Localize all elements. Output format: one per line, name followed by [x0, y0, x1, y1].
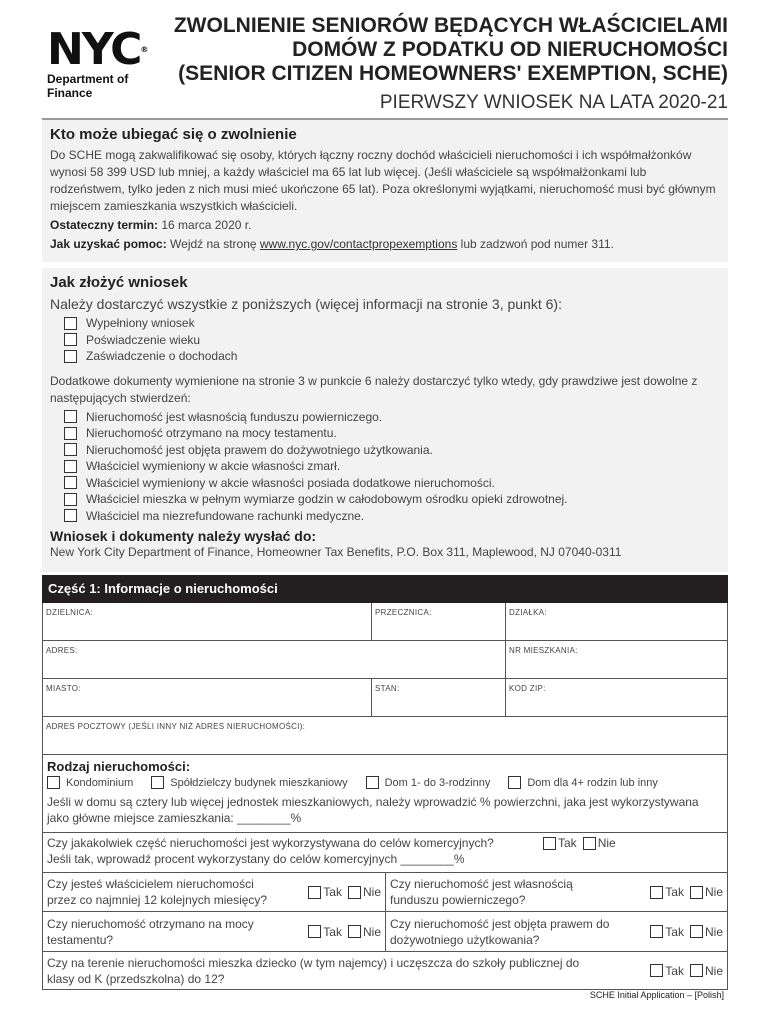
list-item	[64, 348, 720, 365]
checkbox[interactable]	[583, 837, 596, 850]
list-item	[64, 508, 720, 525]
checkbox[interactable]	[650, 886, 663, 899]
help-label: Jak uzyskać pomoc:	[50, 237, 167, 251]
list-item-label: Nieruchomość otrzymano na mocy testamentu.	[86, 426, 337, 440]
list-item-label: Właściciel wymieniony w akcie własności zmarł.	[86, 459, 341, 473]
no-label: Nie	[362, 885, 381, 899]
list-item-label: Zaświadczenie o dochodach	[86, 349, 238, 363]
property-type-heading: Rodzaj nieruchomości:	[47, 759, 191, 774]
option-1-3-family[interactable]	[366, 776, 491, 789]
eligibility-heading: Kto może ubiegać się o zwolnienie	[50, 126, 297, 143]
checkbox[interactable]	[151, 776, 164, 789]
checkbox[interactable]	[64, 350, 77, 363]
no-option[interactable]	[690, 924, 723, 940]
mailing-address-field[interactable]: ADRES POCZTOWY (JEŚLI INNY NIŻ ADRES NIERUCHOMOŚCI):	[46, 722, 306, 731]
yes-option[interactable]	[650, 963, 684, 979]
extra-docs-list	[64, 409, 720, 525]
list-item-label: Nieruchomość jest własnością funduszu powierniczego.	[86, 409, 383, 424]
list-item	[64, 491, 720, 508]
commercial-question: Czy jakakolwiek część nieruchomości jest wykorzystywana do celów komercyjnych?	[47, 836, 494, 850]
list-item	[64, 425, 720, 442]
checkbox[interactable]	[64, 493, 77, 506]
yes-option[interactable]	[543, 835, 577, 851]
questions-section	[42, 831, 728, 990]
deadline-label: Ostateczny termin:	[50, 218, 159, 232]
part1-heading: Część 1: Informacje o nieruchomości	[42, 575, 728, 603]
no-option[interactable]	[690, 963, 723, 979]
checkbox[interactable]	[366, 776, 379, 789]
list-item-label: Właściciel wymieniony w akcie własności posiada dodatkowe nieruchomości.	[86, 475, 495, 490]
list-item	[64, 442, 720, 459]
no-option[interactable]	[348, 924, 381, 940]
address-field[interactable]: ADRES:	[43, 641, 506, 678]
checkbox[interactable]	[64, 509, 77, 522]
block-field[interactable]: PRZECZNICA:	[372, 603, 506, 640]
logo-mark: NYC	[47, 24, 141, 75]
city-field[interactable]: MIASTO:	[43, 679, 372, 716]
option-condo[interactable]	[47, 776, 133, 789]
checkbox[interactable]	[64, 443, 77, 456]
how-lead: Należy dostarczyć wszystkie z poniższych (więcej informacji na stronie 3, punkt 6):	[50, 296, 562, 312]
deadline-value: 16 marca 2020 r.	[158, 218, 252, 232]
form-title	[174, 14, 728, 116]
property-type-section	[42, 755, 728, 833]
eligibility-panel	[42, 118, 728, 262]
eligibility-body: Do SCHE mogą zakwalifikować się osoby, których łączny roczny dochód właścicieli nieruchomości i ich współmałżonków wynosi 58 399 USD lub mniej, a każdy właściciel ma 65 lat lub więcej. (Jeśli właściciele są współmałżonkami lub rodzeństwem, tylko jeden z nich musi mieć ukończone 65 lat). Poza określonymi wyjątkami, nieruchomość musi być głównym miejscem zamieszkania wszystkich właścicieli.	[50, 148, 716, 213]
borough-field[interactable]: DZIELNICA:	[43, 603, 372, 640]
option-coop[interactable]	[151, 776, 347, 789]
checkbox[interactable]	[308, 925, 321, 938]
life-estate-question: Czy nieruchomość jest objęta prawem do dożywotniego użytkowania?	[390, 916, 610, 947]
option-label: Dom 1- do 3-rodzinny	[384, 776, 491, 789]
option-label: Dom dla 4+ rodzin lub inny	[527, 776, 658, 789]
primary-residence-note: Jeśli w domu są cztery lub więcej jednostek mieszkaniowych, należy wprowadzić % powierzchni, jaka jest wykorzystywana jako główne miejsce zamieszkania: ________%	[43, 791, 727, 833]
will-question: Czy nieruchomość otrzymano na mocy testamentu?	[47, 916, 254, 947]
title-line-1: ZWOLNIENIE SENIORÓW BĘDĄCYCH WŁAŚCICIELAMI	[173, 14, 728, 37]
trust-question: Czy nieruchomość jest własnością funduszu powierniczego?	[390, 877, 573, 907]
nyc-dof-logo	[47, 24, 172, 100]
yes-option[interactable]	[650, 884, 684, 900]
commercial-pct-question: Jeśli tak, wprowadź procent wykorzystany do celów komercyjnych ________%	[47, 852, 465, 866]
checkbox[interactable]	[64, 317, 77, 330]
header	[0, 0, 770, 118]
checkbox[interactable]	[543, 837, 556, 850]
yes-label: Tak	[323, 924, 342, 939]
yes-label: Tak	[665, 924, 684, 939]
extra-docs-intro: Dodatkowe dokumenty wymienione na stronie 3 w punkcie 6 należy dostarczyć tylko wtedy, gdy prawdziwe jest dowolne z następujących stwierdzeń:	[50, 373, 698, 405]
send-heading: Wniosek i dokumenty należy wysłać do:	[50, 528, 317, 544]
help-pre: Wejdź na stronę	[166, 237, 260, 251]
no-label: Nie	[704, 924, 723, 939]
yes-option[interactable]	[308, 924, 342, 940]
checkbox[interactable]	[64, 410, 77, 423]
form-subtitle: PIERWSZY WNIOSEK NA LATA 2020-21	[379, 92, 728, 113]
checkbox[interactable]	[64, 460, 77, 473]
required-docs-list	[64, 315, 720, 365]
checkbox[interactable]	[348, 925, 361, 938]
list-item	[64, 475, 720, 492]
option-label: Kondominium	[66, 776, 134, 789]
list-item-label: Wypełniony wniosek	[86, 316, 195, 330]
checkbox[interactable]	[650, 964, 663, 977]
logo-registered: ®	[140, 45, 149, 54]
checkbox[interactable]	[690, 886, 703, 899]
footer-form-id: SCHE Initial Application – [Polish]	[589, 990, 724, 1000]
yes-option[interactable]	[650, 924, 684, 940]
apt-field[interactable]: NR MIESZKANIA:	[509, 646, 578, 655]
checkbox[interactable]	[650, 925, 663, 938]
property-info-grid	[42, 603, 728, 755]
yes-label: Tak	[558, 836, 577, 850]
option-4plus-family[interactable]	[508, 776, 658, 789]
no-label: Nie	[362, 924, 381, 939]
contact-link[interactable]: www.nyc.gov/contactpropexemptions	[259, 237, 458, 251]
state-field[interactable]: STAN:	[372, 679, 506, 716]
checkbox[interactable]	[64, 427, 77, 440]
checkbox[interactable]	[508, 776, 521, 789]
list-item	[64, 409, 720, 426]
zip-field[interactable]: KOD ZIP:	[509, 684, 546, 693]
no-label: Nie	[704, 963, 723, 978]
list-item	[64, 332, 720, 349]
checkbox[interactable]	[64, 476, 77, 489]
no-option[interactable]	[583, 835, 616, 851]
no-option[interactable]	[348, 884, 381, 900]
help-post: lub zadzwoń pod numer 311.	[457, 237, 614, 251]
list-item	[64, 315, 720, 332]
title-line-2: DOMÓW Z PODATKU OD NIERUCHOMOŚCI	[292, 38, 728, 61]
list-item-label: Właściciel mieszka w pełnym wymiarze godzin w całodobowym ośrodku opieki zdrowotnej.	[86, 492, 568, 506]
child-school-question: Czy na terenie nieruchomości mieszka dziecko (w tym najemcy) i uczęszcza do szkoły publicznej do klasy od K (przedszkolna) do 12?	[47, 955, 580, 986]
how-to-apply-panel	[42, 268, 728, 572]
yes-label: Tak	[665, 885, 684, 899]
checkbox[interactable]	[690, 964, 703, 977]
yes-option[interactable]	[308, 884, 342, 900]
list-item	[64, 458, 720, 475]
checkbox[interactable]	[348, 886, 361, 899]
checkbox[interactable]	[308, 886, 321, 899]
send-address: New York City Department of Finance, Homeowner Tax Benefits, P.O. Box 311, Maplewood, NJ 07040-0311	[50, 545, 622, 559]
yes-label: Tak	[665, 963, 684, 978]
owner-12-months-question: Czy jesteś właścicielem nieruchomości przez co najmniej 12 kolejnych miesięcy?	[47, 877, 268, 907]
no-label: Nie	[597, 836, 616, 850]
how-heading: Jak złożyć wniosek	[50, 274, 188, 291]
yes-label: Tak	[323, 885, 342, 899]
checkbox[interactable]	[47, 776, 60, 789]
list-item-label: Poświadczenie wieku	[86, 332, 201, 347]
title-line-3: (SENIOR CITIZEN HOMEOWNERS' EXEMPTION, SCHE)	[178, 62, 728, 85]
checkbox[interactable]	[690, 925, 703, 938]
no-option[interactable]	[690, 884, 723, 900]
logo-department: Department of Finance	[47, 72, 129, 100]
checkbox[interactable]	[64, 333, 77, 346]
lot-field[interactable]: DZIAŁKA:	[509, 608, 547, 617]
option-label: Spółdzielczy budynek mieszkaniowy	[170, 776, 348, 789]
list-item-label: Właściciel ma niezrefundowane rachunki medyczne.	[86, 508, 365, 523]
property-type-options	[43, 774, 727, 791]
list-item-label: Nieruchomość jest objęta prawem do dożywotniego użytkowania.	[86, 442, 433, 457]
no-label: Nie	[704, 885, 723, 899]
